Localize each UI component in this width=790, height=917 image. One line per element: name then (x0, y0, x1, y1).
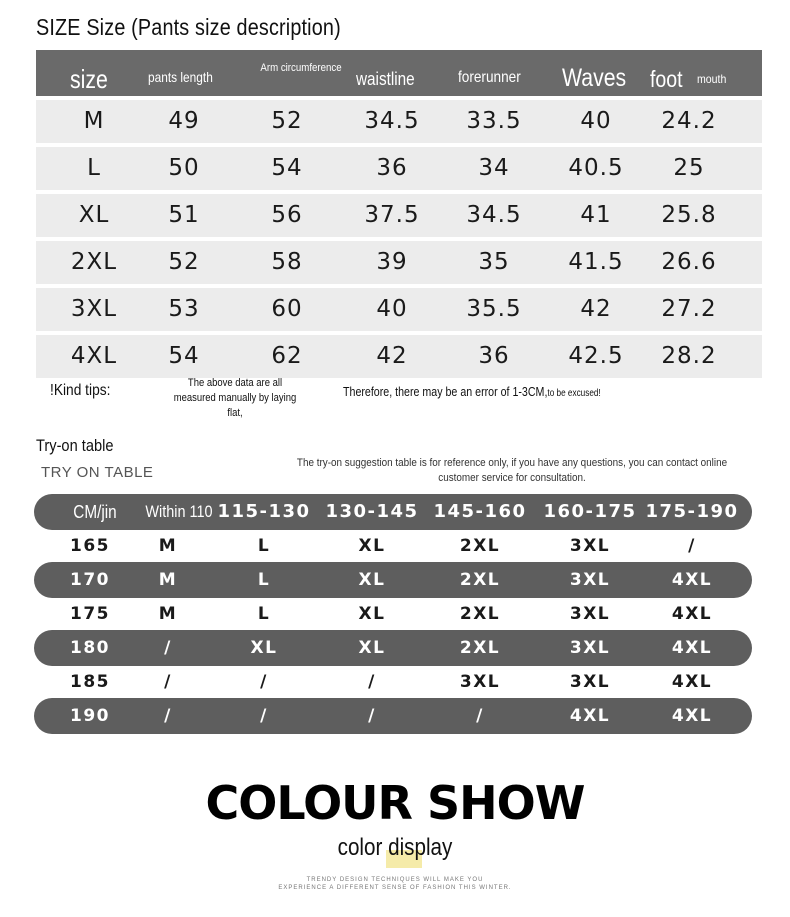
tryon-cell: 2XL (459, 638, 501, 658)
tryon-cell: 3XL (569, 638, 611, 658)
size-table-cell: 51 (168, 202, 200, 228)
tryon-note: The try-on suggestion table is for reference only, if you have any questions, you can contact online customer service for consultation. (296, 457, 728, 484)
tryon-cell: 4XL (671, 672, 713, 692)
size-table-cell: 56 (271, 202, 303, 228)
tryon-header-cell: 160-175 (543, 501, 637, 522)
tryon-cell: XL (358, 570, 386, 590)
tryon-cell: 3XL (459, 672, 501, 692)
tryon-header-cell: 130-145 (325, 501, 419, 522)
tryon-row (34, 562, 752, 598)
size-table-cell: 24.2 (661, 108, 717, 134)
tryon-header-cell: 175-190 (645, 501, 739, 522)
tryon-header-cell: 145-160 (433, 501, 527, 522)
tryon-cell: 2XL (459, 570, 501, 590)
tryon-header-cell: Within 110 (145, 502, 213, 521)
size-table-row (36, 147, 762, 190)
size-table-cell: 36 (376, 155, 408, 181)
size-table-cell: 60 (271, 296, 303, 322)
size-table-cell: 34.5 (364, 108, 420, 134)
kind-tips-note-error (343, 384, 601, 399)
tryon-cell: 190 (70, 706, 110, 726)
size-table-cell: 42 (376, 343, 408, 369)
size-table-cell: 52 (271, 108, 303, 134)
tryon-cell: XL (358, 604, 386, 624)
size-table-cell: 34.5 (466, 202, 522, 228)
kind-tips-label: !Kind tips: (50, 382, 111, 399)
tryon-row (34, 698, 752, 734)
size-table-cell: 4XL (70, 343, 118, 369)
tryon-cell: 170 (70, 570, 110, 590)
header-size: size (70, 64, 108, 94)
tryon-cell: XL (358, 536, 386, 556)
size-table-cell: 33.5 (466, 108, 522, 134)
size-table-cell: 28.2 (661, 343, 717, 369)
size-table-cell: 41 (580, 202, 612, 228)
size-table-cell: 35.5 (466, 296, 522, 322)
colour-show-title: COLOUR SHOW (205, 776, 585, 830)
size-table-row (36, 335, 762, 378)
header-arm-circumference: Arm circumference (260, 62, 342, 74)
tryon-cell: 2XL (459, 604, 501, 624)
kind-tips-note-measured: The above data are all measured manually by laying flat, (173, 377, 297, 419)
tryon-cell: L (257, 604, 271, 624)
page-title: SIZE Size (Pants size description) (36, 14, 341, 40)
size-table-row (36, 194, 762, 237)
tryon-cell: 4XL (569, 706, 611, 726)
tryon-cell: XL (250, 638, 278, 658)
size-table-cell: 42 (580, 296, 612, 322)
tryon-cell: L (257, 570, 271, 590)
tryon-cell: / (260, 706, 268, 726)
header-waves: Waves (562, 64, 627, 92)
tryon-cell: 2XL (459, 536, 501, 556)
tryon-cell: 4XL (671, 570, 713, 590)
size-table-cell: 54 (271, 155, 303, 181)
header-forerunner: forerunner (458, 69, 521, 86)
tryon-cell: / (164, 672, 172, 692)
tryon-row (34, 530, 752, 562)
size-table-cell: 42.5 (568, 343, 624, 369)
tryon-row (34, 666, 752, 698)
tryon-row (34, 598, 752, 630)
size-table-cell: 50 (168, 155, 200, 181)
tryon-cell: 3XL (569, 570, 611, 590)
tryon-cell: 165 (70, 536, 110, 556)
tryon-cell: 185 (70, 672, 110, 692)
size-table-cell: L (87, 155, 101, 181)
size-table (36, 50, 762, 378)
size-table-cell: M (83, 108, 105, 134)
tryon-cell: 3XL (569, 604, 611, 624)
tryon-cell: / (368, 706, 376, 726)
header-foot: foot (650, 66, 683, 92)
size-table-cell: 62 (271, 343, 303, 369)
size-table-cell: 58 (271, 249, 303, 275)
size-table-cell: 41.5 (568, 249, 624, 275)
size-table-cell: 40 (376, 296, 408, 322)
size-table-cell: 34 (478, 155, 510, 181)
tryon-header-cell: 115-130 (217, 501, 311, 522)
tryon-cell: M (158, 570, 178, 590)
size-table-cell: 52 (168, 249, 200, 275)
size-table-cell: 39 (376, 249, 408, 275)
tryon-cell: 180 (70, 638, 110, 658)
size-table-cell: 35 (478, 249, 510, 275)
tryon-table (34, 494, 752, 734)
tryon-cell: M (158, 604, 178, 624)
tagline-line-2: EXPERIENCE A DIFFERENT SENSE OF FASHION THIS WINTER. (278, 885, 512, 891)
tryon-cell: / (476, 706, 484, 726)
tagline-line-1: TRENDY DESIGN TECHNIQUES WILL MAKE YOU (306, 877, 484, 883)
tryon-cell: / (164, 706, 172, 726)
tryon-cell: / (260, 672, 268, 692)
header-mouth: mouth (697, 72, 727, 86)
size-table-cell: 54 (168, 343, 200, 369)
tryon-cell: XL (358, 638, 386, 658)
tryon-title: Try-on table (36, 436, 114, 455)
tryon-cell: 3XL (569, 672, 611, 692)
tryon-cell: / (368, 672, 376, 692)
size-table-cell: 49 (168, 108, 200, 134)
tryon-cell: 175 (70, 604, 110, 624)
size-table-row (36, 100, 762, 143)
header-waistline: waistline (356, 69, 415, 89)
tryon-cell: 4XL (671, 638, 713, 658)
size-table-cell: 3XL (70, 296, 118, 322)
header-pants-length: pants length (148, 69, 213, 85)
size-table-cell: 53 (168, 296, 200, 322)
size-table-cell: 25.8 (661, 202, 717, 228)
size-table-cell: XL (78, 202, 110, 228)
size-table-cell: 40.5 (568, 155, 624, 181)
tryon-cell: 4XL (671, 604, 713, 624)
tryon-cell: M (158, 536, 178, 556)
colour-show-subtitle: color display (337, 834, 453, 861)
size-table-cell: 37.5 (364, 202, 420, 228)
size-table-cell: 2XL (70, 249, 118, 275)
size-table-cell: 36 (478, 343, 510, 369)
tryon-header-row (34, 494, 752, 530)
size-table-cell: 26.6 (661, 249, 717, 275)
kind-tips-excused-text: to be excused! (547, 388, 601, 399)
colour-tagline (0, 876, 790, 892)
size-table-row (36, 241, 762, 284)
size-table-cell: 40 (580, 108, 612, 134)
tryon-cell: 3XL (569, 536, 611, 556)
tryon-cell: / (688, 536, 696, 556)
kind-tips-error-text: Therefore, there may be an error of 1-3CM, (343, 384, 548, 399)
tryon-subtitle: TRY ON TABLE (41, 464, 154, 481)
size-table-cell: 27.2 (661, 296, 717, 322)
tryon-cell: L (257, 536, 271, 556)
size-table-header (36, 50, 762, 96)
tryon-header-cell: CM/jin (73, 502, 117, 522)
tryon-row (34, 630, 752, 666)
tryon-cell: 4XL (671, 706, 713, 726)
size-table-cell: 25 (673, 155, 705, 181)
size-table-row (36, 288, 762, 331)
tryon-cell: / (164, 638, 172, 658)
